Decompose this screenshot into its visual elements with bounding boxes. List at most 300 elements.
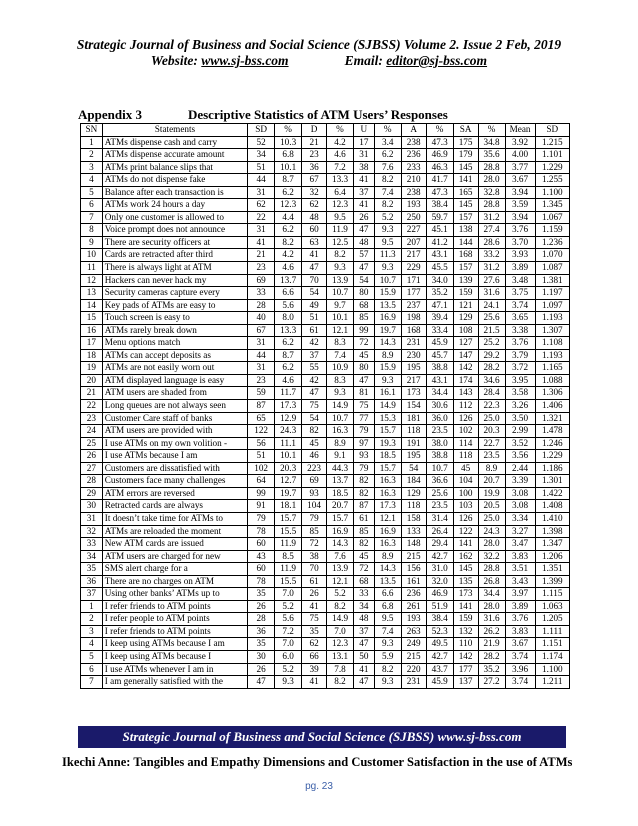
statement-cell: Long queues are not always seen xyxy=(102,400,247,413)
value-cell: 31 xyxy=(248,224,275,237)
value-cell: 47 xyxy=(354,638,375,651)
value-cell: 41 xyxy=(354,663,375,676)
value-cell: 26.2 xyxy=(478,625,505,638)
value-cell: 42 xyxy=(302,337,327,350)
value-cell: 69 xyxy=(248,274,275,287)
value-cell: 9.3 xyxy=(327,262,354,275)
row-number-cell: 12 xyxy=(81,274,103,287)
row-number-cell: 25 xyxy=(81,437,103,450)
value-cell: 215 xyxy=(401,650,426,663)
value-cell: 1.381 xyxy=(535,274,569,287)
value-cell: 16.3 xyxy=(374,487,401,500)
row-number-cell: 32 xyxy=(81,525,103,538)
value-cell: 9.3 xyxy=(327,387,354,400)
value-cell: 69 xyxy=(302,475,327,488)
table-row xyxy=(81,186,570,199)
value-cell: 31.2 xyxy=(478,262,505,275)
value-cell: 60 xyxy=(248,563,275,576)
value-cell: 93 xyxy=(302,487,327,500)
row-number-cell: 5 xyxy=(81,186,103,199)
column-header: A xyxy=(401,124,426,137)
value-cell: 6.0 xyxy=(275,650,302,663)
row-number-cell: 36 xyxy=(81,575,103,588)
table-row xyxy=(81,538,570,551)
value-cell: 16.3 xyxy=(374,475,401,488)
value-cell: 168 xyxy=(401,324,426,337)
table-row xyxy=(81,563,570,576)
value-cell: 3.59 xyxy=(505,199,535,212)
value-cell: 11.7 xyxy=(275,387,302,400)
value-cell: 8.2 xyxy=(275,236,302,249)
value-cell: 154 xyxy=(401,400,426,413)
value-cell: 143 xyxy=(453,387,478,400)
statement-cell: ATMs are reloaded the moment xyxy=(102,525,247,538)
value-cell: 39.4 xyxy=(426,312,453,325)
value-cell: 231 xyxy=(401,676,426,689)
value-cell: 147 xyxy=(453,349,478,362)
table-row xyxy=(81,625,570,638)
value-cell: 261 xyxy=(401,600,426,613)
value-cell: 16.3 xyxy=(374,538,401,551)
value-cell: 1.229 xyxy=(535,161,569,174)
value-cell: 85 xyxy=(354,525,375,538)
value-cell: 20.7 xyxy=(327,500,354,513)
value-cell: 18.1 xyxy=(275,500,302,513)
table-row xyxy=(81,262,570,275)
value-cell: 7.4 xyxy=(327,349,354,362)
email-label: Email: xyxy=(344,53,383,68)
value-cell: 32.0 xyxy=(426,575,453,588)
value-cell: 159 xyxy=(453,613,478,626)
value-cell: 177 xyxy=(401,287,426,300)
value-cell: 28.8 xyxy=(478,563,505,576)
value-cell: 108 xyxy=(453,324,478,337)
website-link[interactable]: www.sj-bss.com xyxy=(201,53,289,68)
website-group xyxy=(151,53,289,69)
statement-cell: There are no charges on ATM xyxy=(102,575,247,588)
value-cell: 21 xyxy=(302,136,327,149)
value-cell: 129 xyxy=(401,487,426,500)
value-cell: 207 xyxy=(401,236,426,249)
value-cell: 8.2 xyxy=(327,600,354,613)
value-cell: 35 xyxy=(248,588,275,601)
value-cell: 174 xyxy=(453,374,478,387)
value-cell: 4.4 xyxy=(275,211,302,224)
value-cell: 7.0 xyxy=(275,588,302,601)
value-cell: 5.2 xyxy=(275,663,302,676)
row-number-cell: 31 xyxy=(81,512,103,525)
value-cell: 263 xyxy=(401,625,426,638)
value-cell: 1.410 xyxy=(535,512,569,525)
value-cell: 4.2 xyxy=(275,249,302,262)
value-cell: 7.0 xyxy=(327,625,354,638)
website-label: Website: xyxy=(150,53,198,68)
row-number-cell: 19 xyxy=(81,362,103,375)
row-number-cell: 21 xyxy=(81,387,103,400)
value-cell: 1.215 xyxy=(535,136,569,149)
value-cell: 16.9 xyxy=(374,525,401,538)
row-number-cell: 30 xyxy=(81,500,103,513)
value-cell: 1.174 xyxy=(535,650,569,663)
value-cell: 148 xyxy=(401,538,426,551)
value-cell: 56 xyxy=(248,437,275,450)
value-cell: 22.7 xyxy=(478,437,505,450)
value-cell: 10.7 xyxy=(374,274,401,287)
value-cell: 49.5 xyxy=(426,638,453,651)
value-cell: 38.8 xyxy=(426,362,453,375)
value-cell: 3.26 xyxy=(505,400,535,413)
value-cell: 28.2 xyxy=(478,650,505,663)
value-cell: 38.0 xyxy=(426,437,453,450)
table-row xyxy=(81,588,570,601)
value-cell: 22.3 xyxy=(478,400,505,413)
value-cell: 77 xyxy=(354,412,375,425)
value-cell: 99 xyxy=(354,324,375,337)
table-row xyxy=(81,149,570,162)
statement-cell: Hackers can never hack my xyxy=(102,274,247,287)
value-cell: 93 xyxy=(354,450,375,463)
value-cell: 104 xyxy=(453,475,478,488)
value-cell: 100 xyxy=(453,487,478,500)
value-cell: 3.4 xyxy=(374,136,401,149)
value-cell: 47.3 xyxy=(426,186,453,199)
value-cell: 3.76 xyxy=(505,613,535,626)
statement-cell: Voice prompt does not announce xyxy=(102,224,247,237)
value-cell: 34.8 xyxy=(478,136,505,149)
value-cell: 24.3 xyxy=(275,425,302,438)
value-cell: 1.101 xyxy=(535,149,569,162)
value-cell: 48 xyxy=(302,211,327,224)
value-cell: 12.1 xyxy=(327,324,354,337)
value-cell: 15.5 xyxy=(275,575,302,588)
value-cell: 3.76 xyxy=(505,224,535,237)
value-cell: 16.9 xyxy=(374,312,401,325)
value-cell: 11.9 xyxy=(327,224,354,237)
value-cell: 38.4 xyxy=(426,199,453,212)
value-cell: 6.2 xyxy=(275,362,302,375)
value-cell: 3.56 xyxy=(505,450,535,463)
value-cell: 47 xyxy=(302,387,327,400)
value-cell: 99 xyxy=(248,487,275,500)
value-cell: 36 xyxy=(302,161,327,174)
value-cell: 12.3 xyxy=(327,638,354,651)
value-cell: 14.9 xyxy=(327,613,354,626)
value-cell: 193 xyxy=(401,199,426,212)
row-number-cell: 2 xyxy=(81,613,103,626)
value-cell: 139 xyxy=(453,274,478,287)
value-cell: 61 xyxy=(302,575,327,588)
value-cell: 30.6 xyxy=(426,400,453,413)
value-cell: 20.3 xyxy=(275,462,302,475)
row-number-cell: 15 xyxy=(81,312,103,325)
value-cell: 35 xyxy=(248,638,275,651)
value-cell: 7.6 xyxy=(327,550,354,563)
value-cell: 15.7 xyxy=(327,512,354,525)
value-cell: 142 xyxy=(453,362,478,375)
value-cell: 17 xyxy=(354,136,375,149)
value-cell: 28.2 xyxy=(478,362,505,375)
value-cell: 26.4 xyxy=(426,525,453,538)
value-cell: 1.307 xyxy=(535,324,569,337)
column-header: SN xyxy=(81,124,103,137)
value-cell: 3.70 xyxy=(505,236,535,249)
table-row xyxy=(81,450,570,463)
table-row xyxy=(81,412,570,425)
value-cell: 3.79 xyxy=(505,349,535,362)
value-cell: 3.83 xyxy=(505,625,535,638)
value-cell: 62 xyxy=(302,199,327,212)
value-cell: 11.1 xyxy=(275,437,302,450)
statement-cell: I use ATMs because I am xyxy=(102,450,247,463)
table-row xyxy=(81,324,570,337)
value-cell: 47.1 xyxy=(426,299,453,312)
value-cell: 31 xyxy=(248,337,275,350)
value-cell: 23 xyxy=(248,262,275,275)
value-cell: 51 xyxy=(302,312,327,325)
value-cell: 1.206 xyxy=(535,550,569,563)
value-cell: 1.345 xyxy=(535,199,569,212)
value-cell: 9.3 xyxy=(374,638,401,651)
value-cell: 1.067 xyxy=(535,211,569,224)
value-cell: 126 xyxy=(453,412,478,425)
value-cell: 13.3 xyxy=(327,174,354,187)
value-cell: 8.9 xyxy=(478,462,505,475)
value-cell: 227 xyxy=(401,224,426,237)
value-cell: 45 xyxy=(302,437,327,450)
statement-cell: SMS alert charge for a xyxy=(102,563,247,576)
value-cell: 62 xyxy=(302,638,327,651)
value-cell: 13.7 xyxy=(327,475,354,488)
value-cell: 158 xyxy=(401,512,426,525)
value-cell: 38.4 xyxy=(426,613,453,626)
value-cell: 47 xyxy=(302,262,327,275)
value-cell: 28.6 xyxy=(478,236,505,249)
value-cell: 43.1 xyxy=(426,374,453,387)
value-cell: 46 xyxy=(302,450,327,463)
value-cell: 159 xyxy=(453,287,478,300)
value-cell: 47 xyxy=(354,224,375,237)
value-cell: 3.50 xyxy=(505,412,535,425)
value-cell: 8.7 xyxy=(275,174,302,187)
value-cell: 82 xyxy=(354,487,375,500)
value-cell: 23 xyxy=(302,149,327,162)
value-cell: 12.1 xyxy=(327,575,354,588)
value-cell: 49 xyxy=(302,299,327,312)
value-cell: 45 xyxy=(453,462,478,475)
table-row xyxy=(81,211,570,224)
value-cell: 2.44 xyxy=(505,462,535,475)
value-cell: 1.197 xyxy=(535,287,569,300)
value-cell: 181 xyxy=(401,412,426,425)
statement-cell: Retracted cards are always xyxy=(102,500,247,513)
value-cell: 45 xyxy=(354,550,375,563)
value-cell: 4.00 xyxy=(505,149,535,162)
value-cell: 59.7 xyxy=(426,211,453,224)
value-cell: 25.6 xyxy=(478,312,505,325)
value-cell: 3.95 xyxy=(505,374,535,387)
value-cell: 60 xyxy=(302,224,327,237)
value-cell: 7.0 xyxy=(275,638,302,651)
value-cell: 38 xyxy=(354,161,375,174)
value-cell: 46.9 xyxy=(426,588,453,601)
value-cell: 12.7 xyxy=(275,475,302,488)
table-row xyxy=(81,287,570,300)
value-cell: 3.51 xyxy=(505,563,535,576)
value-cell: 41 xyxy=(302,600,327,613)
value-cell: 1.246 xyxy=(535,437,569,450)
value-cell: 1.205 xyxy=(535,613,569,626)
value-cell: 1.406 xyxy=(535,400,569,413)
value-cell: 5.2 xyxy=(327,588,354,601)
value-cell: 118 xyxy=(401,500,426,513)
value-cell: 41 xyxy=(354,199,375,212)
value-cell: 82 xyxy=(302,425,327,438)
value-cell: 12.5 xyxy=(327,236,354,249)
value-cell: 9.3 xyxy=(374,374,401,387)
value-cell: 15.3 xyxy=(374,412,401,425)
value-cell: 43 xyxy=(248,550,275,563)
value-cell: 132 xyxy=(453,625,478,638)
value-cell: 141 xyxy=(453,600,478,613)
column-header: SD xyxy=(248,124,275,137)
value-cell: 52.3 xyxy=(426,625,453,638)
value-cell: 157 xyxy=(453,262,478,275)
column-header: % xyxy=(478,124,505,137)
email-link[interactable]: editor@sj-bss.com xyxy=(386,53,488,68)
value-cell: 36.6 xyxy=(426,475,453,488)
value-cell: 121 xyxy=(453,299,478,312)
value-cell: 33.2 xyxy=(478,249,505,262)
value-cell: 79 xyxy=(248,512,275,525)
value-cell: 79 xyxy=(354,425,375,438)
value-cell: 133 xyxy=(401,525,426,538)
table-row xyxy=(81,362,570,375)
table-row xyxy=(81,224,570,237)
value-cell: 1.398 xyxy=(535,525,569,538)
row-number-cell: 6 xyxy=(81,199,103,212)
value-cell: 6.8 xyxy=(275,149,302,162)
value-cell: 1.088 xyxy=(535,374,569,387)
statement-cell: ATM users are shaded from xyxy=(102,387,247,400)
value-cell: 67 xyxy=(248,324,275,337)
row-number-cell: 4 xyxy=(81,174,103,187)
value-cell: 42.7 xyxy=(426,650,453,663)
value-cell: 145 xyxy=(453,199,478,212)
table-row xyxy=(81,387,570,400)
value-cell: 145 xyxy=(453,161,478,174)
value-cell: 60 xyxy=(248,538,275,551)
value-cell: 35.2 xyxy=(478,663,505,676)
row-number-cell: 33 xyxy=(81,538,103,551)
value-cell: 3.74 xyxy=(505,299,535,312)
value-cell: 43.1 xyxy=(426,249,453,262)
value-cell: 50 xyxy=(354,650,375,663)
value-cell: 7.2 xyxy=(275,625,302,638)
value-cell: 55 xyxy=(302,362,327,375)
value-cell: 1.108 xyxy=(535,337,569,350)
statement-cell: ATMs work 24 hours a day xyxy=(102,199,247,212)
value-cell: 3.08 xyxy=(505,500,535,513)
value-cell: 114 xyxy=(453,437,478,450)
row-number-cell: 13 xyxy=(81,287,103,300)
table-row xyxy=(81,374,570,387)
value-cell: 57 xyxy=(354,249,375,262)
value-cell: 3.72 xyxy=(505,362,535,375)
value-cell: 43.7 xyxy=(426,663,453,676)
value-cell: 13.5 xyxy=(374,299,401,312)
value-cell: 236 xyxy=(401,588,426,601)
value-cell: 78 xyxy=(248,575,275,588)
value-cell: 10.1 xyxy=(327,312,354,325)
table-row xyxy=(81,475,570,488)
value-cell: 8.2 xyxy=(327,676,354,689)
value-cell: 79 xyxy=(354,462,375,475)
statement-cell: New ATM cards are issued xyxy=(102,538,247,551)
value-cell: 3.83 xyxy=(505,550,535,563)
value-cell: 4.6 xyxy=(327,149,354,162)
value-cell: 44 xyxy=(248,349,275,362)
value-cell: 80 xyxy=(354,287,375,300)
value-cell: 25.0 xyxy=(478,412,505,425)
statement-cell: I refer people to ATM points xyxy=(102,613,247,626)
value-cell: 28.0 xyxy=(478,600,505,613)
value-cell: 91 xyxy=(248,500,275,513)
value-cell: 34.4 xyxy=(426,387,453,400)
value-cell: 46.3 xyxy=(426,161,453,174)
value-cell: 14.3 xyxy=(374,563,401,576)
value-cell: 3.58 xyxy=(505,387,535,400)
value-cell: 10.9 xyxy=(327,362,354,375)
value-cell: 237 xyxy=(401,299,426,312)
value-cell: 70 xyxy=(302,274,327,287)
value-cell: 11.3 xyxy=(374,249,401,262)
row-number-cell: 37 xyxy=(81,588,103,601)
value-cell: 193 xyxy=(401,613,426,626)
value-cell: 31.6 xyxy=(478,613,505,626)
value-cell: 177 xyxy=(453,663,478,676)
row-number-cell: 6 xyxy=(81,663,103,676)
statement-cell: I use ATMs whenever I am in xyxy=(102,663,247,676)
value-cell: 87 xyxy=(354,500,375,513)
value-cell: 27.6 xyxy=(478,274,505,287)
value-cell: 3.89 xyxy=(505,262,535,275)
value-cell: 10.1 xyxy=(275,450,302,463)
value-cell: 51 xyxy=(248,161,275,174)
statement-cell: ATMs rarely break down xyxy=(102,324,247,337)
statement-cell: ATMs print balance slips that xyxy=(102,161,247,174)
column-header: % xyxy=(327,124,354,137)
value-cell: 3.67 xyxy=(505,638,535,651)
value-cell: 156 xyxy=(401,563,426,576)
value-cell: 25.6 xyxy=(426,487,453,500)
table-row xyxy=(81,500,570,513)
value-cell: 23 xyxy=(248,374,275,387)
value-cell: 47 xyxy=(354,374,375,387)
value-cell: 26 xyxy=(302,588,327,601)
value-cell: 37 xyxy=(354,625,375,638)
value-cell: 141 xyxy=(453,174,478,187)
journal-contact xyxy=(0,53,638,69)
row-number-cell: 8 xyxy=(81,224,103,237)
value-cell: 31.4 xyxy=(426,512,453,525)
value-cell: 62 xyxy=(248,199,275,212)
value-cell: 28.0 xyxy=(478,538,505,551)
value-cell: 231 xyxy=(401,337,426,350)
value-cell: 13.1 xyxy=(327,650,354,663)
value-cell: 19.3 xyxy=(374,437,401,450)
table-row xyxy=(81,299,570,312)
row-number-cell: 11 xyxy=(81,262,103,275)
